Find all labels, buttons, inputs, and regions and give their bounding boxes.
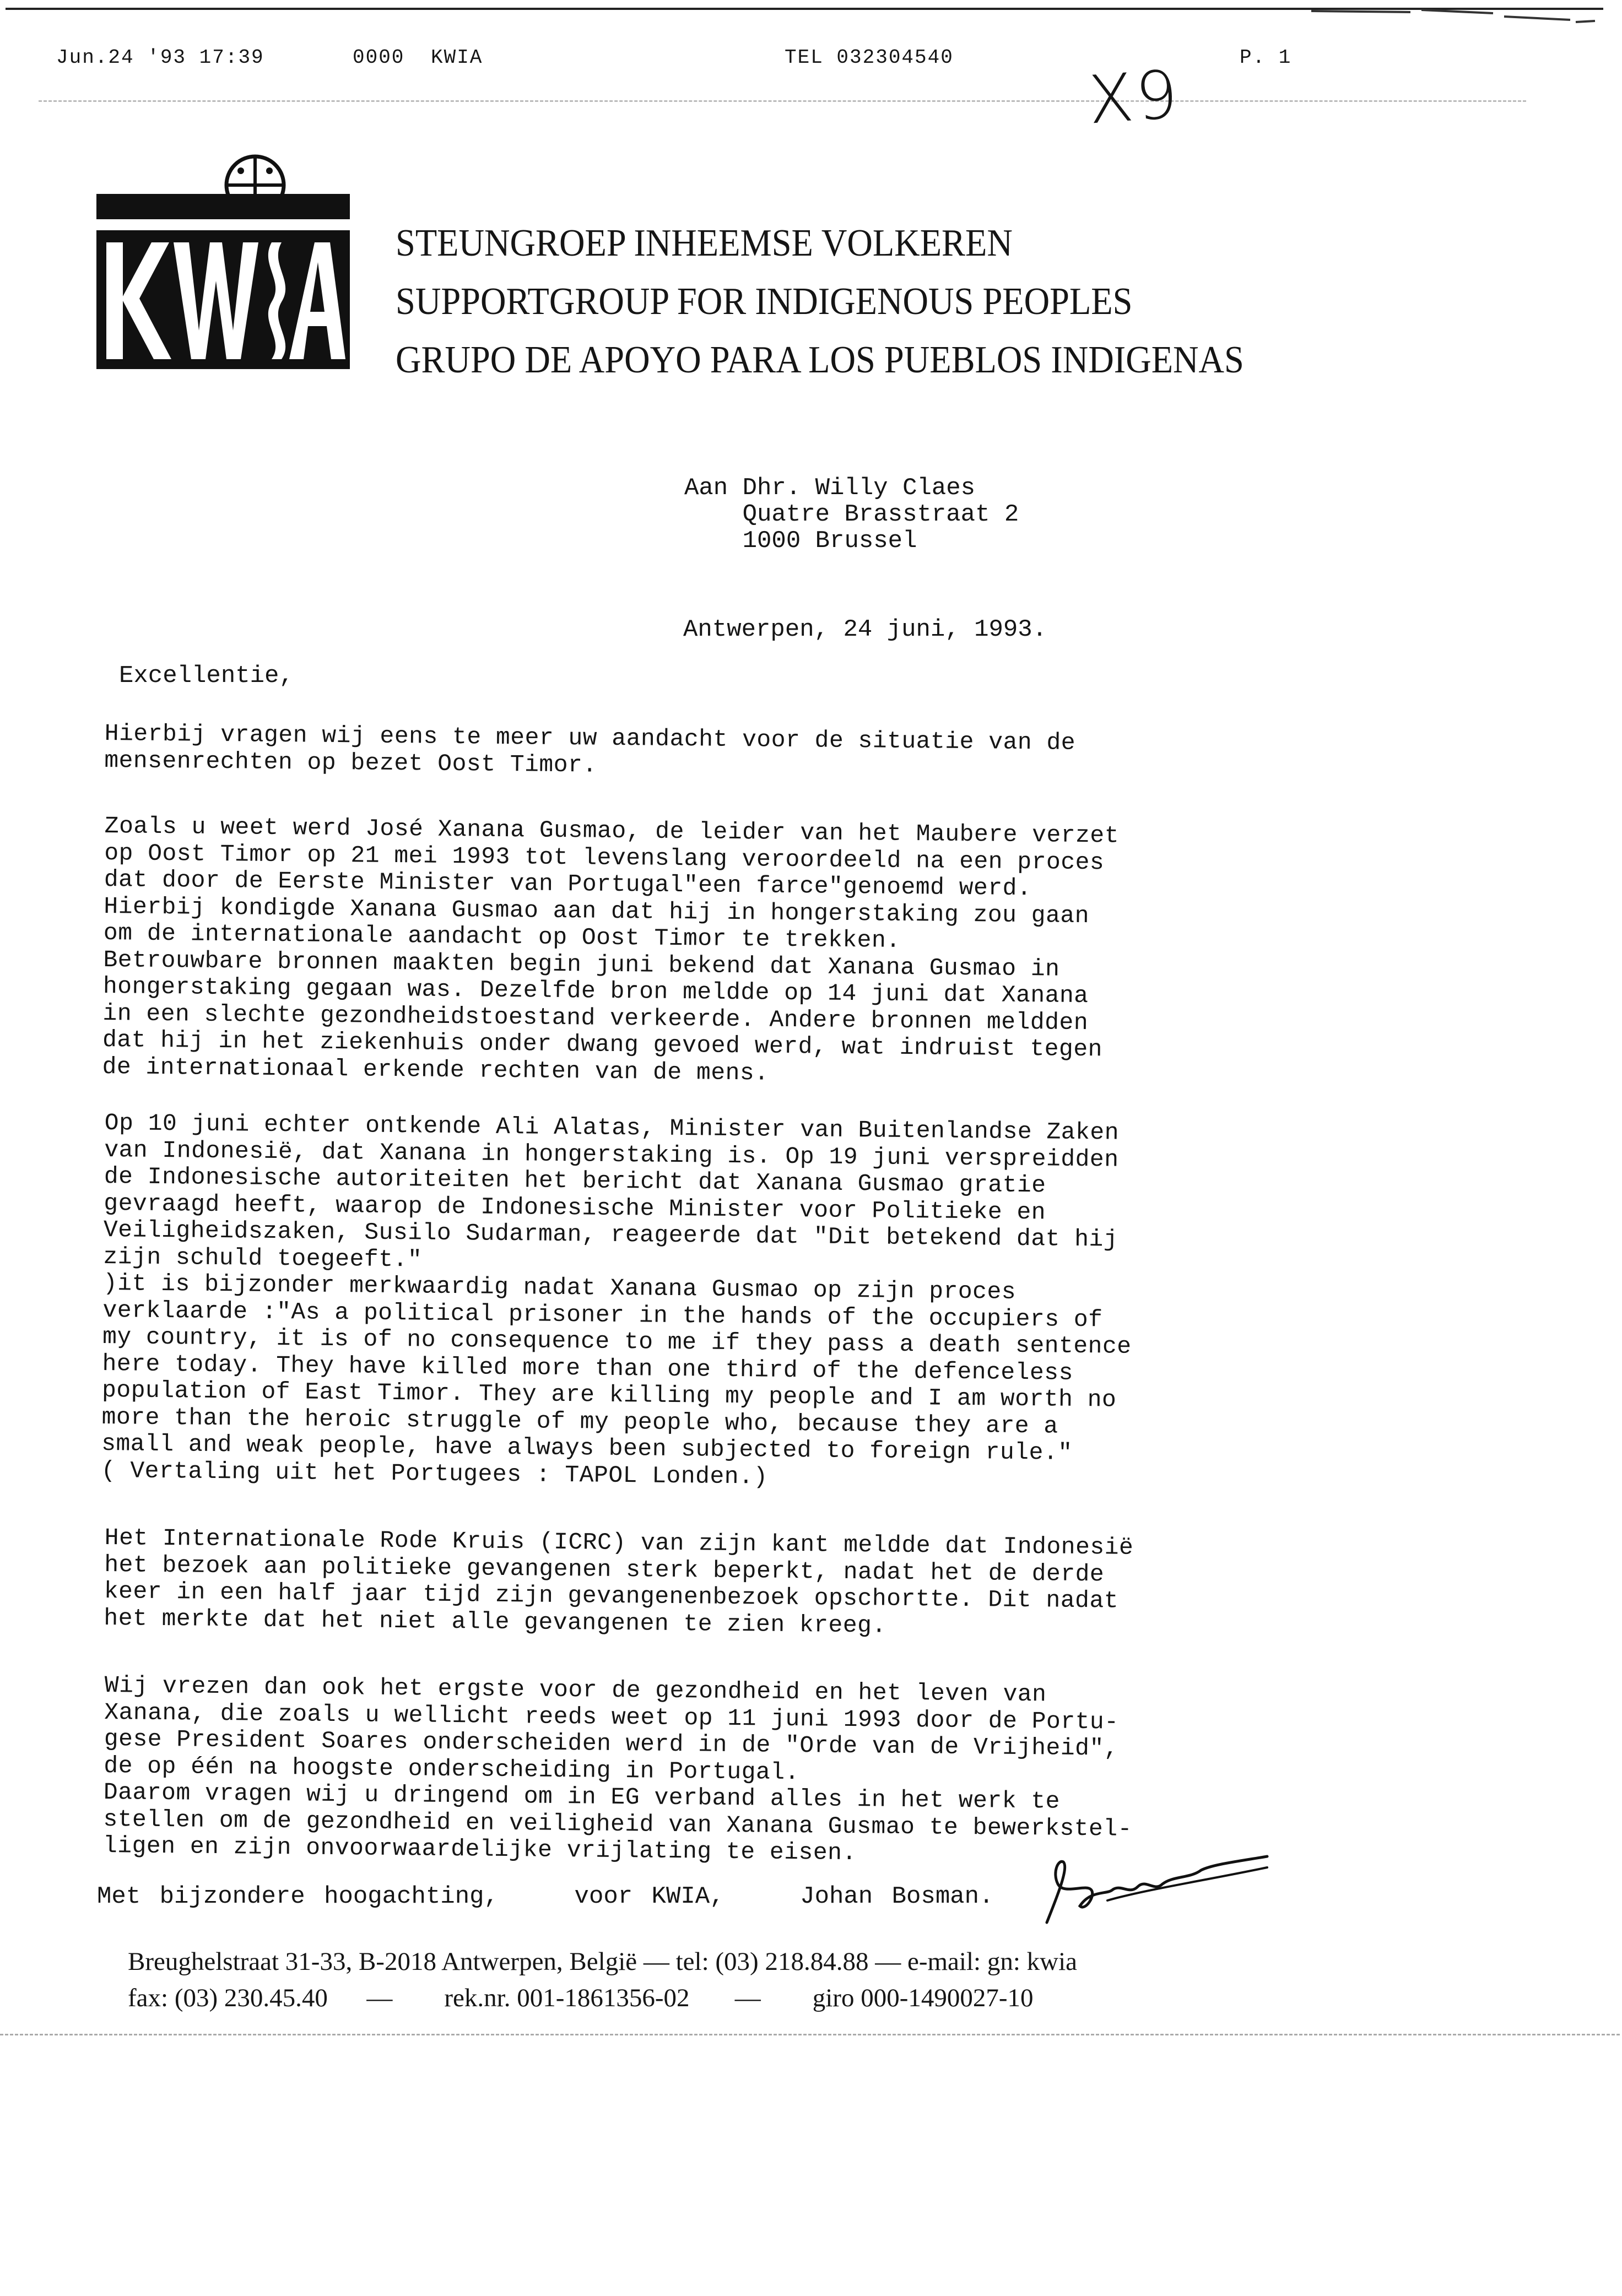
body-paragraph-3: Op 10 juni echter ontkende Ali Alatas, Minister van Buitenlandse Zaken van Indonesië, dat Xanana in hongerstaking is. Op 19 juni verspreidden de Indonesische autoriteiten het bericht dat Xanana Gusmao gratie gevraagd heeft, waarop de Indonesische Minister voor Politieke en Veiligheidszaken, Susilo Sudarman, reageerde dat "Dit betekend dat hij zijn schuld toegeeft." )it is bijzonder merkwaardig nadat Xanana Gusmao op zijn proces verklaarde :"As a political prisoner in the hands of the occupiers of my country, it is of no consequence to me if they pass a death sentence here today. They have killed more than one third of the defenceless population of East Timor. They are killing my people and I am worth no more than the heroic struggle of my people who, because they are a small and weak people, have always been subjected to foreign rule." ( Vertaling uit het Portugees : TAPOL Londen.) (101, 1109, 1132, 1491)
salutation: Excellentie, (119, 662, 294, 690)
footer-bank-details: fax: (03) 230.45.40 — rek.nr. 001-1861356-02 — giro 000-1490027-10 (128, 1984, 1034, 2012)
recipient-city: 1000 Brussel (684, 527, 917, 555)
fax-phone: TEL 032304540 (785, 46, 954, 69)
recipient-name: Aan Dhr. Willy Claes (684, 474, 976, 502)
fax-header (0, 46, 1622, 79)
fax-page-number: P. 1 (1240, 46, 1292, 69)
scan-noise-line (39, 100, 1526, 102)
scan-noise-line-bottom (0, 2034, 1620, 2035)
handwritten-note: X9 (1085, 56, 1183, 139)
recipient-street: Quatre Brasstraat 2 (684, 501, 1019, 528)
org-name-spanish: GRUPO DE APOYO PARA LOS PUEBLOS INDIGENAS (396, 339, 1244, 381)
fax-station-name: KWIA (431, 46, 483, 69)
scan-edge-mark (1311, 0, 1598, 33)
body-paragraph-5: Wij vrezen dan ook het ergste voor de gezondheid en het leven van Xanana, die zoals u wellicht reeds weet op 11 juni 1993 door de Portu- gese President Soares onderscheiden werd in de "Orde van de Vrijheid", de op één na hoogste onderscheiding in Portugal. Daarom vragen wij u dringend om in EG verband alles in het werk te stellen om de gezondheid en veiligheid van Xanana Gusmao te bewerkstel- ligen en zijn onvoorwaardelijke vrijlating te eisen. (102, 1672, 1133, 1867)
fax-datetime: Jun.24 '93 17:39 (56, 46, 264, 69)
fax-station-code: 0000 (353, 46, 405, 69)
footer-address: Breughelstraat 31-33, B-2018 Antwerpen, België — tel: (03) 218.84.88 — e-mail: gn: kwia (128, 1947, 1077, 1976)
org-name-english: SUPPORTGROUP FOR INDIGENOUS PEOPLES (396, 280, 1133, 323)
body-paragraph-1: Hierbij vragen wij eens te meer uw aandacht voor de situatie van de mensenrechten op bezet Oost Timor. (104, 720, 1076, 779)
org-name-dutch: STEUNGROEP INHEEMSE VOLKEREN (396, 222, 1013, 264)
body-paragraph-4: Het Internationale Rode Kruis (ICRC) van zijn kant meldde dat Indonesië het bezoek aan politieke gevangenen sterk beperkt, nadat het de derde keer in een half jaar tijd zijn gevangenenbezoek opschortte. Dit nadat het merkte dat het niet alle gevangenen te zien kreeg. (104, 1524, 1134, 1639)
kwia-logo (96, 154, 350, 369)
closing-line: Met bijzondere hoogachting, voor KWIA, Johan Bosman. (97, 1883, 994, 1910)
body-paragraph-2: Zoals u weet werd José Xanana Gusmao, de leider van het Maubere verzet op Oost Timor op 21 mei 1993 tot levenslang veroordeeld na een proces dat door de Eerste Minister van Portugal"een farce"genoemd werd. Hierbij kondigde Xanana Gusmao aan dat hij in hongerstaking zou gaan om de internationale aandacht op Oost Timor te trekken. Betrouwbare bronnen maakten begin juni bekend dat Xanana Gusmao in hongerstaking gegaan was. Dezelfde bron meldde op 14 juni dat Xanana in een slechte gezondheidstoestand verkeerde. Andere bronnen meldden dat hij in het ziekenhuis onder dwang gevoed werd, wat indruist tegen de internationaal erkende rechten van de mens. (102, 813, 1120, 1087)
signature-icon (1025, 1851, 1278, 1928)
recipient-address (684, 475, 1019, 554)
letter-date: Antwerpen, 24 juni, 1993. (683, 616, 1047, 643)
